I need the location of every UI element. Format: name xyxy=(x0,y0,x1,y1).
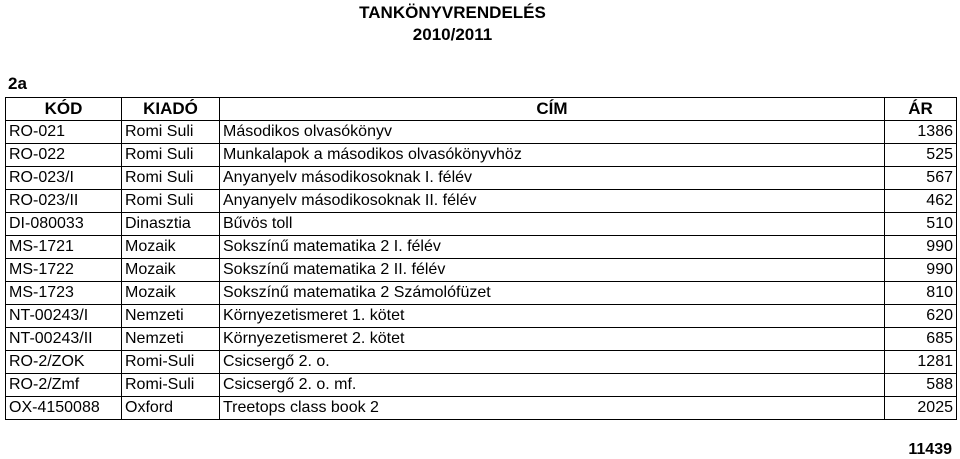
table-row xyxy=(6,282,957,305)
cell-title: Munkalapok a másodikos olvasókönyvhöz xyxy=(220,144,885,167)
table-row xyxy=(6,374,957,397)
cell-publisher: Romi-Suli xyxy=(122,351,220,374)
cell-title: Anyanyelv másodikosoknak I. félév xyxy=(220,167,885,190)
cell-price: 1386 xyxy=(885,121,957,144)
cell-price: 588 xyxy=(885,374,957,397)
table-row xyxy=(6,328,957,351)
cell-publisher: Mozaik xyxy=(122,282,220,305)
cell-publisher: Romi Suli xyxy=(122,190,220,213)
cell-title: Sokszínű matematika 2 I. félév xyxy=(220,236,885,259)
cell-price: 510 xyxy=(885,213,957,236)
table-body xyxy=(6,121,957,420)
cell-price: 1281 xyxy=(885,351,957,374)
cell-title: Anyanyelv másodikosoknak II. félév xyxy=(220,190,885,213)
cell-publisher: Nemzeti xyxy=(122,305,220,328)
cell-title: Csicsergő 2. o. mf. xyxy=(220,374,885,397)
cell-code: RO-2/ZOK xyxy=(6,351,122,374)
cell-title: Bűvös toll xyxy=(220,213,885,236)
school-year: 2010/2011 xyxy=(412,25,493,44)
total-price: 11439 xyxy=(908,441,952,458)
table-row xyxy=(6,213,957,236)
table-row xyxy=(6,167,957,190)
cell-code: NT-00243/I xyxy=(6,305,122,328)
cell-code: MS-1722 xyxy=(6,259,122,282)
cell-publisher: Romi Suli xyxy=(122,121,220,144)
table-row xyxy=(6,236,957,259)
page-title: TANKÖNYVRENDELÉS xyxy=(359,3,546,22)
cell-code: RO-2/Zmf xyxy=(6,374,122,397)
cell-price: 462 xyxy=(885,190,957,213)
cell-code: RO-023/I xyxy=(6,167,122,190)
cell-title: Csicsergő 2. o. xyxy=(220,351,885,374)
cell-code: RO-022 xyxy=(6,144,122,167)
cell-price: 810 xyxy=(885,282,957,305)
cell-price: 685 xyxy=(885,328,957,351)
cell-publisher: Dinasztia xyxy=(122,213,220,236)
cell-publisher: Oxford xyxy=(122,397,220,420)
cell-publisher: Mozaik xyxy=(122,259,220,282)
table-row xyxy=(6,190,957,213)
cell-publisher: Nemzeti xyxy=(122,328,220,351)
column-header-title: CÍM xyxy=(220,98,885,121)
cell-title: Sokszínű matematika 2 II. félév xyxy=(220,259,885,282)
cell-publisher: Romi Suli xyxy=(122,167,220,190)
cell-code: MS-1721 xyxy=(6,236,122,259)
cell-price: 567 xyxy=(885,167,957,190)
cell-title: Környezetismeret 2. kötet xyxy=(220,328,885,351)
column-header-price: ÁR xyxy=(885,98,957,121)
cell-title: Treetops class book 2 xyxy=(220,397,885,420)
class-label: 2a xyxy=(8,74,27,93)
cell-code: MS-1723 xyxy=(6,282,122,305)
cell-code: DI-080033 xyxy=(6,213,122,236)
cell-title: Környezetismeret 1. kötet xyxy=(220,305,885,328)
order-table xyxy=(5,97,957,420)
table-row xyxy=(6,351,957,374)
column-header-code: KÓD xyxy=(6,98,122,121)
cell-price: 2025 xyxy=(885,397,957,420)
header-row xyxy=(6,98,957,121)
cell-price: 990 xyxy=(885,236,957,259)
cell-publisher: Romi-Suli xyxy=(122,374,220,397)
table-row xyxy=(6,259,957,282)
cell-code: RO-021 xyxy=(6,121,122,144)
cell-code: RO-023/II xyxy=(6,190,122,213)
cell-code: NT-00243/II xyxy=(6,328,122,351)
cell-code: OX-4150088 xyxy=(6,397,122,420)
cell-title: Másodikos olvasókönyv xyxy=(220,121,885,144)
cell-price: 620 xyxy=(885,305,957,328)
table-row xyxy=(6,121,957,144)
cell-publisher: Mozaik xyxy=(122,236,220,259)
cell-publisher: Romi Suli xyxy=(122,144,220,167)
cell-price: 990 xyxy=(885,259,957,282)
column-header-publisher: KIADÓ xyxy=(122,98,220,121)
table-row xyxy=(6,305,957,328)
cell-price: 525 xyxy=(885,144,957,167)
table-row xyxy=(6,144,957,167)
cell-title: Sokszínű matematika 2 Számolófüzet xyxy=(220,282,885,305)
table-row xyxy=(6,397,957,420)
